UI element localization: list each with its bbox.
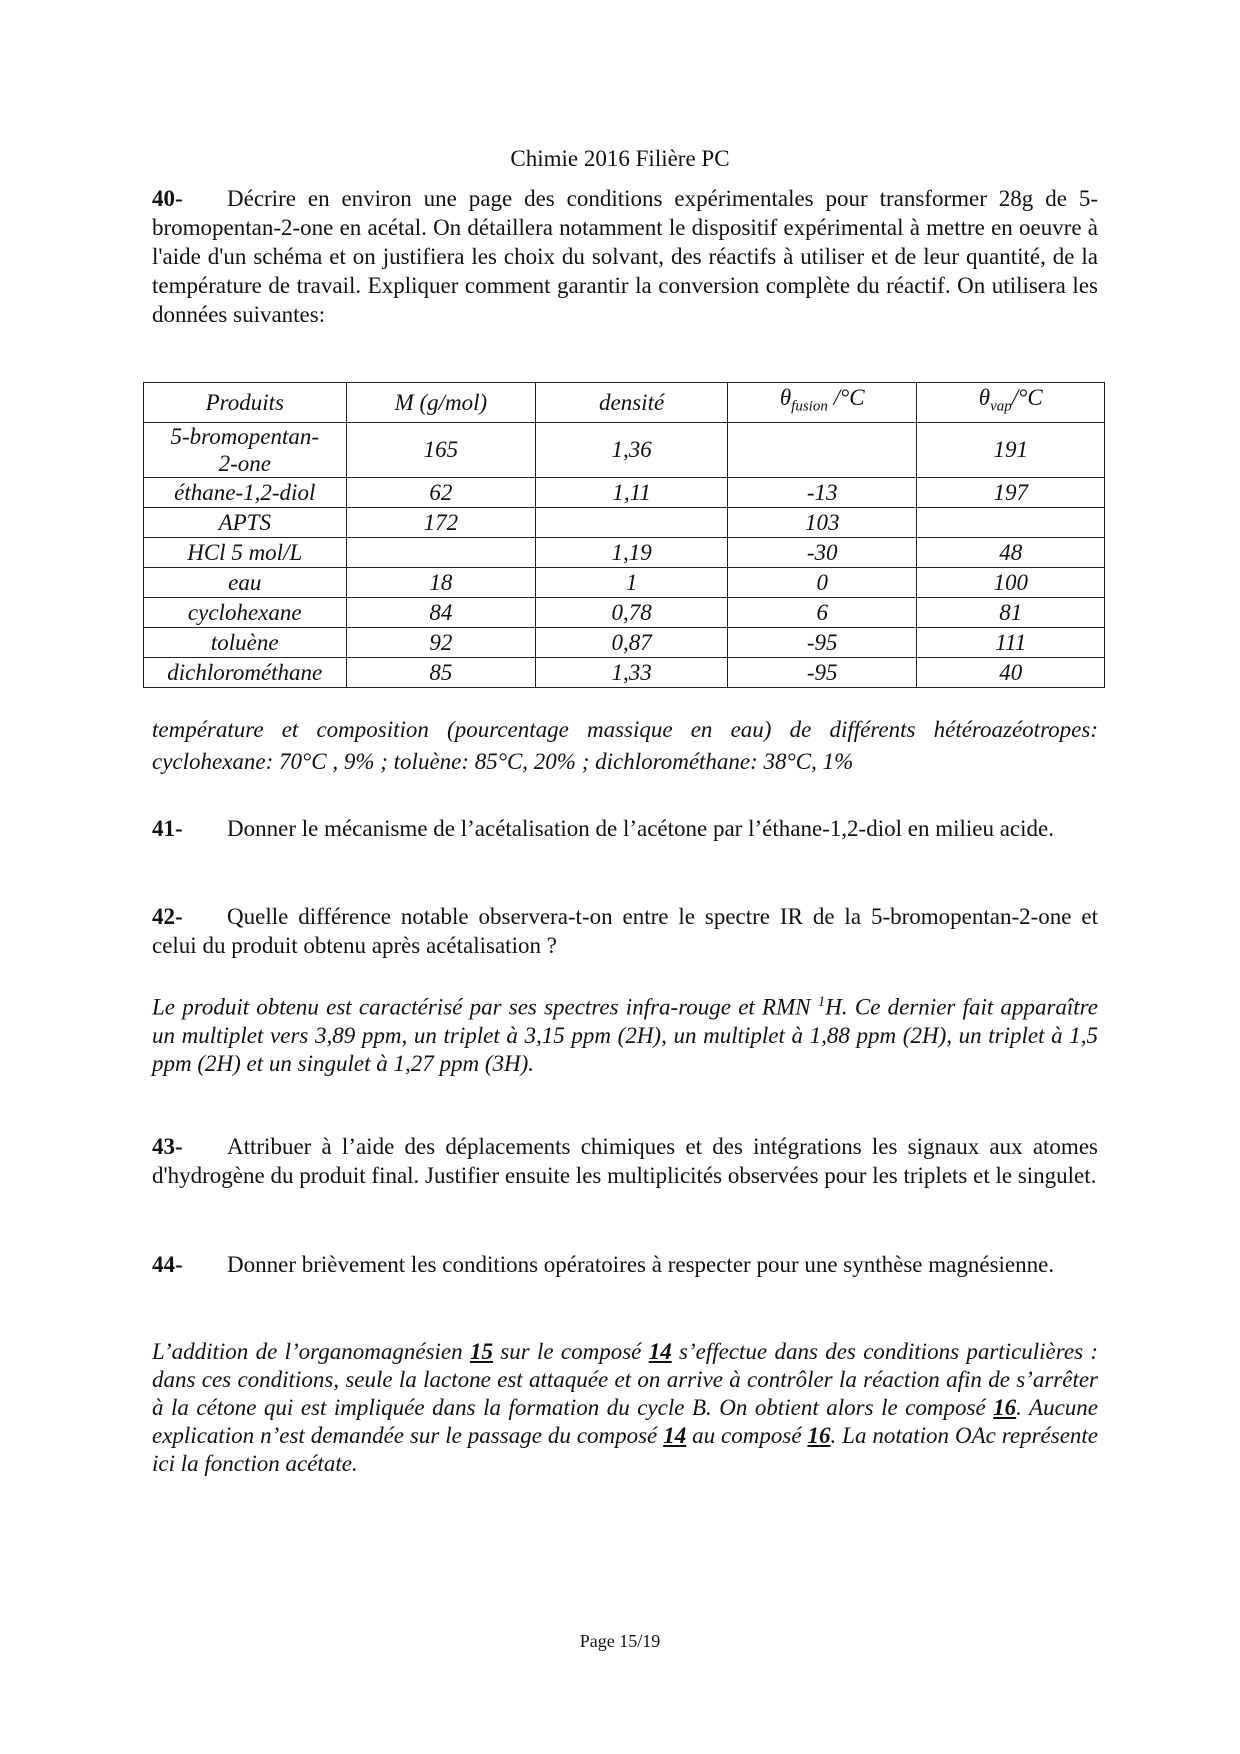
header-vap: $\theta_{vap}/^\circ C$ <box>917 383 1105 423</box>
table-header-row <box>144 383 1105 423</box>
cell: 62 <box>346 477 536 507</box>
question-number: 42- <box>152 904 183 929</box>
cell: 48 <box>917 537 1105 567</box>
question-text: Donner brièvement les conditions opératoires à respecter pour une synthèse magnésienne. <box>227 1252 1055 1277</box>
table-row <box>144 477 1105 507</box>
cell: 1,33 <box>536 657 728 687</box>
cell <box>536 507 728 537</box>
header-fusion: $\theta_{fusion}$ /°C <box>727 383 917 423</box>
page-number: Page 15/19 <box>579 1631 661 1651</box>
question-44 <box>152 1250 1098 1279</box>
cell-product: APTS <box>144 507 347 537</box>
azeotrope-note: température et composition (pourcentage massique en eau) de différents hétéroazéotropes: cyclohexane: 70°C , 9% ; toluène: 85°C, 20% ; dichlorométhane: 38°C, 1% <box>152 717 1098 774</box>
compound-ref: 15 <box>469 1339 493 1364</box>
cell: 1,19 <box>536 537 728 567</box>
cell: 40 <box>917 657 1105 687</box>
question-number: 44- <box>152 1252 183 1277</box>
cell: 111 <box>917 627 1105 657</box>
question-text: Attribuer à l’aide des déplacements chimiques et des intégrations les signaux aux atomes d'hydrogène du produit final. Justifier ensuite les multiplicités observées pour les triplets et le singulet. <box>152 1134 1098 1188</box>
cell-product: toluène <box>144 627 347 657</box>
cell: 6 <box>727 597 917 627</box>
cell-product: 5-bromopentan- 2-one <box>144 422 347 477</box>
table-row <box>144 507 1105 537</box>
cell: 81 <box>917 597 1105 627</box>
cell: 18 <box>346 567 536 597</box>
header-molar-mass: M (g/mol) <box>346 383 536 423</box>
question-41 <box>152 814 1098 843</box>
table-row <box>144 627 1105 657</box>
cell-product: eau <box>144 567 347 597</box>
compound-ref: 14 <box>663 1423 687 1448</box>
cell <box>346 537 536 567</box>
cell: -30 <box>727 537 917 567</box>
question-40 <box>152 184 1098 329</box>
table-row <box>144 657 1105 687</box>
cell: 172 <box>346 507 536 537</box>
cell: 85 <box>346 657 536 687</box>
cell: 191 <box>917 422 1105 477</box>
cell: 0,78 <box>536 597 728 627</box>
cell: 100 <box>917 567 1105 597</box>
cell: 0,87 <box>536 627 728 657</box>
cell: 197 <box>917 477 1105 507</box>
cell <box>727 422 917 477</box>
cell: 92 <box>346 627 536 657</box>
cell: 1 <box>536 567 728 597</box>
cell-product: HCl 5 mol/L <box>144 537 347 567</box>
cell: -95 <box>727 627 917 657</box>
nmr-note: Le produit obtenu est caractérisé par ses spectres infra-rouge et RMN $^1$H. Ce dernier fait apparaître un multiplet vers 3,89 ppm, un triplet à 3,15 ppm (2H), un multiplet à 1,88 ppm (2H), un triplet à 1,5 ppm (2H) et un singulet à 1,27 ppm (3H). <box>152 994 1098 1076</box>
question-text: Donner le mécanisme de l’acétalisation de l’acétone par l’éthane-1,2-diol en milieu acide. <box>227 816 1054 841</box>
page-header: Chimie 2016 Filière PC <box>510 146 730 171</box>
cell-product: cyclohexane <box>144 597 347 627</box>
header-produits: Produits <box>144 383 347 423</box>
question-42 <box>152 902 1098 960</box>
question-number: 43- <box>152 1134 183 1159</box>
header-densite: densité <box>536 383 728 423</box>
table-row <box>144 537 1105 567</box>
cell: 84 <box>346 597 536 627</box>
table-row <box>144 567 1105 597</box>
cell <box>917 507 1105 537</box>
table-row <box>144 597 1105 627</box>
question-text: Quelle différence notable observera-t-on entre le spectre IR de la 5-bromopentan-2-one et celui du produit obtenu après acétalisation ? <box>152 904 1098 958</box>
question-43 <box>152 1132 1098 1190</box>
cell: 0 <box>727 567 917 597</box>
compound-ref: 14 <box>648 1339 672 1364</box>
cell-product: éthane-1,2-diol <box>144 477 347 507</box>
question-number: 40- <box>152 186 183 211</box>
grignard-note: L’addition de l’organomagnésien 15 sur le composé 14 s’effectue dans des conditions particulières : dans ces conditions, seule la lactone est attaquée et on arrive à contrôler la réaction afin de s’arrêter à la cétone qui est impliquée dans la formation du cycle B. On obtient alors le composé 16. Aucune explication n’est demandée sur le passage du composé 14 au composé 16. La notation OAc représente ici la fonction acétate. <box>152 1339 1099 1476</box>
cell: 165 <box>346 422 536 477</box>
cell: 1,11 <box>536 477 728 507</box>
data-table <box>143 382 1105 688</box>
cell: -95 <box>727 657 917 687</box>
compound-ref: 16 <box>993 1395 1017 1420</box>
cell: 103 <box>727 507 917 537</box>
question-number: 41- <box>152 816 183 841</box>
question-text: Décrire en environ une page des conditions expérimentales pour transformer 28g de 5-bromopentan-2-one en acétal. On détaillera notamment le dispositif expérimental à mettre en oeuvre à l'aide d'un schéma et on justifiera les choix du solvant, des réactifs à utiliser et de leur quantité, de la température de travail. Expliquer comment garantir la conversion complète du réactif. On utilisera les données suivantes: <box>152 186 1098 327</box>
table-row <box>144 422 1105 477</box>
compound-ref: 16 <box>807 1423 831 1448</box>
cell: -13 <box>727 477 917 507</box>
cell-product: dichlorométhane <box>144 657 347 687</box>
cell: 1,36 <box>536 422 728 477</box>
